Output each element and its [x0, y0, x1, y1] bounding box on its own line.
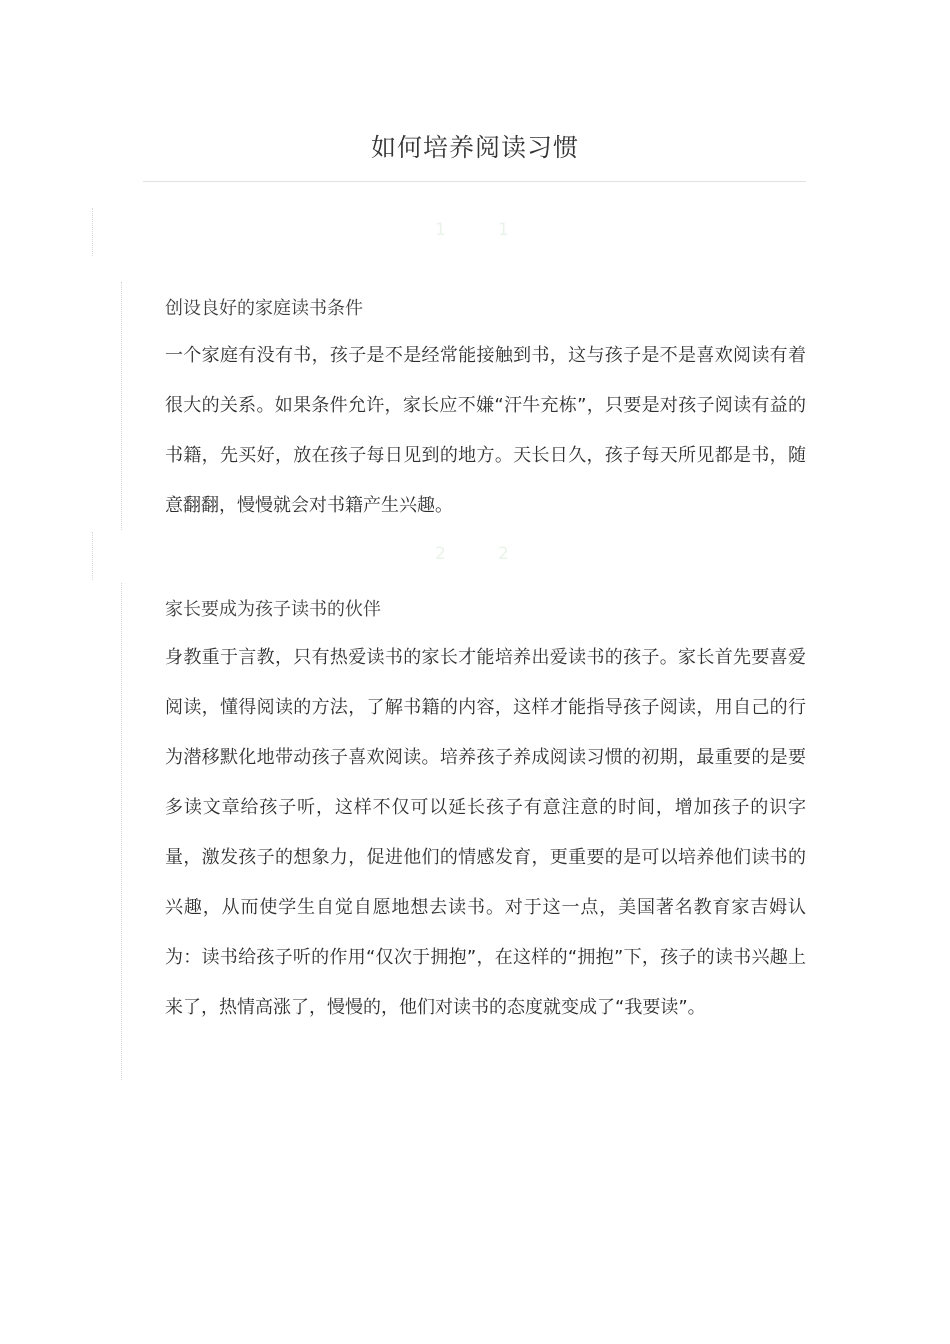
section-paragraph: 一个家庭有没有书，孩子是不是经常能接触到书，这与孩子是不是喜欢阅读有着很大的关系。如果条件允许，家长应不嫌“汗牛充栋”，只要是对孩子阅读有益的书籍，先买好，放在孩子每日见到的地方。天长日久，孩子每天所见都是书，随意翻翻，慢慢就会对书籍产生兴趣。	[165, 345, 806, 516]
section-number-repeat: 2	[498, 544, 509, 564]
section-heading: 家长要成为孩子读书的伙伴	[165, 599, 381, 620]
section-number: 2	[435, 544, 446, 564]
section-marker-2	[92, 532, 813, 580]
section-2	[121, 583, 812, 1080]
section-heading: 创设良好的家庭读书条件	[165, 298, 363, 319]
title-divider	[143, 181, 806, 182]
section-marker-1	[92, 208, 813, 256]
section-number-repeat: 1	[498, 220, 509, 240]
section-number: 1	[435, 220, 446, 240]
page-title: 如何培养阅读习惯	[370, 133, 579, 162]
section-1	[121, 282, 812, 530]
section-paragraph: 身教重于言教，只有热爱读书的家长才能培养出爱读书的孩子。家长首先要喜爱阅读，懂得阅读的方法，了解书籍的内容，这样才能指导孩子阅读，用自己的行为潜移默化地带动孩子喜欢阅读。培养孩子养成阅读习惯的初期，最重要的是要多读文章给孩子听，这样不仅可以延长孩子有意注意的时间，增加孩子的识字量，激发孩子的想象力，促进他们的情感发育，更重要的是可以培养他们读书的兴趣，从而使学生自觉自愿地想去读书。对于这一点，美国著名教育家吉姆认为：读书给孩子听的作用“仅次于拥抱”，在这样的“拥抱”下，孩子的读书兴趣上来了，热情高涨了，慢慢的，他们对读书的态度就变成了“我要读”。	[165, 647, 806, 1018]
